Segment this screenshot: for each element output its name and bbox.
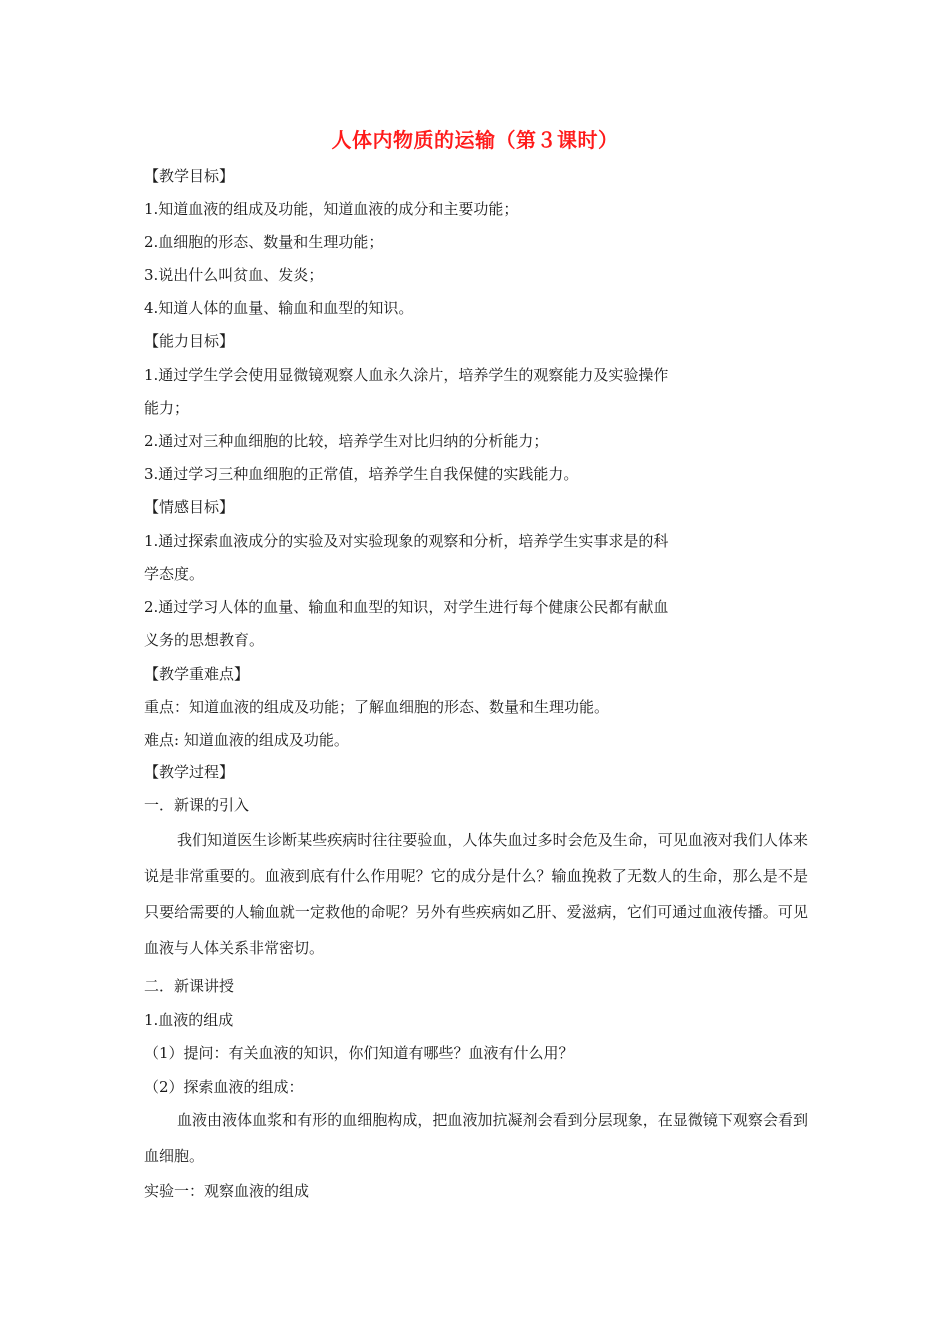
emotion-goals-heading: 【情感目标】 (144, 498, 235, 516)
teaching-goals-heading: 【教学目标】 (144, 167, 235, 185)
teaching-goal-item: 4.知道人体的血量、输血和血型的知识。 (144, 299, 414, 317)
teaching-process-heading: 【教学过程】 (144, 763, 235, 781)
ability-goal-item: 1.通过学生学会使用显微镜观察人血永久涂片，培养学生的观察能力及实验操作 (144, 366, 669, 384)
section-heading: 二．新课讲授 (144, 977, 235, 995)
key-point: 重点：知道血液的组成及功能；了解血细胞的形态、数量和生理功能。 (144, 698, 610, 716)
question-item: （2）探索血液的组成： (144, 1078, 304, 1096)
intro-paragraph: 我们知道医生诊断某些疾病时往往要验血，人体失血过多时会危及生命，可见血液对我们人体来说是非常重要的。血液到底有什么作用呢？它的成分是什么？输血挽救了无数人的生命，那么是不是只要给需要的人输血就一定救他的命呢？另外有些疾病如乙肝、爱滋病，它们可通过血液传播。可见血液与人体关系非常密切。 (144, 831, 808, 957)
emotion-goal-item: 1.通过探索血液成分的实验及对实验现象的观察和分析，培养学生实事求是的科 (144, 532, 669, 550)
ability-goal-item: 能力； (144, 399, 190, 417)
emotion-goal-item: 学态度。 (144, 565, 205, 583)
subsection-heading: 1.血液的组成 (144, 1011, 234, 1029)
ability-goals-heading: 【能力目标】 (144, 332, 235, 350)
composition-paragraph: 血液由液体血浆和有形的血细胞构成，把血液加抗凝剂会看到分层现象，在显微镜下观察会看到血细胞。 (144, 1111, 808, 1165)
ability-goal-item: 2.通过对三种血细胞的比较，培养学生对比归纳的分析能力； (144, 432, 549, 450)
section-heading: 一．新课的引入 (144, 796, 250, 814)
difficult-point: 难点: 知道血液的组成及功能。 (144, 731, 349, 749)
ability-goal-item: 3.通过学习三种血细胞的正常值，培养学生自我保健的实践能力。 (144, 465, 579, 483)
emotion-goal-item: 义务的思想教育。 (144, 631, 265, 649)
teaching-goal-item: 2.血细胞的形态、数量和生理功能； (144, 233, 384, 251)
teaching-goal-item: 3.说出什么叫贫血、发炎； (144, 266, 324, 284)
document-title: 人体内物质的运输（第３课时） (331, 128, 619, 152)
experiment-heading: 实验一：观察血液的组成 (144, 1182, 310, 1200)
teaching-goal-item: 1.知道血液的组成及功能，知道血液的成分和主要功能； (144, 200, 519, 218)
question-item: （1）提问：有关血液的知识，你们知道有哪些？血液有什么用？ (144, 1044, 574, 1062)
emotion-goal-item: 2.通过学习人体的血量、输血和血型的知识，对学生进行每个健康公民都有献血 (144, 598, 669, 616)
key-points-heading: 【教学重难点】 (144, 665, 250, 683)
